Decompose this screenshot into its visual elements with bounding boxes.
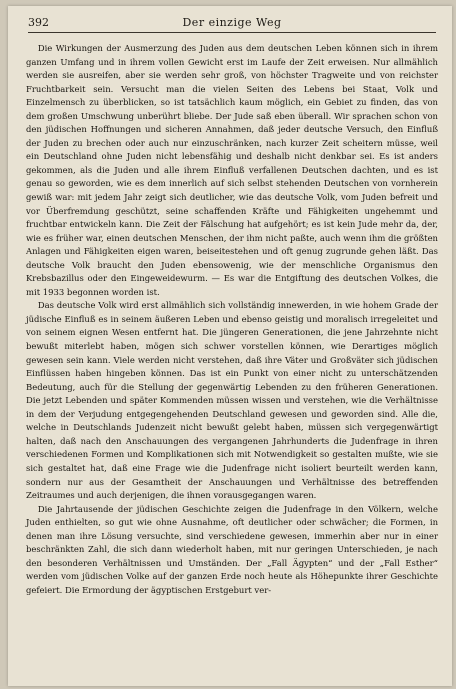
page-header [28, 16, 436, 33]
paragraph-3: Die Jahrtausende der jüdischen Geschichte zeigen die Judenfrage in den Völkern, welche Juden enthielten, so gut wie ohne Ausnahme, oft deutlicher oder schwächer; die Formen, in denen man ihre Lösung versuchte, sind verschiedene gewesen, immerhin aber nur in einer beschränkten Zahl, die sich dann wiederholt haben, mit nur geringen Unterschieden, je nach den besonderen Verhältnissen und Umständen. Der „Fall Ägypten“ und der „Fall Esther“ werden vom jüdischen Volke auf der ganzen Erde noch heute als Höhepunkte ihrer Geschichte gefeiert. Die Ermordung der ägyptischen Erstgeburt ver- [26, 503, 438, 595]
running-title: Der einzige Weg [182, 16, 282, 29]
book-page [8, 6, 452, 686]
paragraph-2: Das deutsche Volk wird erst allmählich sich vollständig innewerden, in wie hohem Grade der jüdische Einfluß es in seinem äußeren Leben und ebenso geistig und moralisch irregeleitet und von seinem eignen Wesen entfernt hat. Die jüngeren Generationen, die jene Jahrzehnte nicht bewußt miterlebt haben, mögen sich schwer vorstellen können, wie Derartiges möglich gewesen sein kann. Viele werden nicht verstehen, daß ihre Väter und Großväter sich jüdischen Einflüssen haben hingeben können. Das ist ein Punkt von einer nicht zu unterschätzenden Bedeutung, auch für die Stellung der gegenwärtig Lebenden zu den früheren Generationen. Die jetzt Lebenden und später Kommenden müssen wissen und verstehen, wie die Verhältnisse in dem der Verjudung entgegengehenden Deutschland gewesen und geworden sind. Alle die, welche in Deutschlands Judenzeit nicht bewußt gelebt haben, müssen sich vergegenwärtigt halten, daß nach den Anschauungen des vergangenen Jahrhunderts die Judenfrage in ihren verschiedenen Formen und Komplikationen sich mit Notwendigkeit so gestalten mußte, wie sie sich gestaltet hat, daß eine Frage wie die Judenfrage nicht isoliert beurteilt werden kann, sondern nur aus der Gesamtheit der Anschauungen und Verhältnisse des betreffenden Zeitraumes und auch derjenigen, die ihnen vorausgegangen waren. [26, 300, 438, 501]
page-number: 392 [28, 16, 49, 29]
paragraph-1: Die Wirkungen der Ausmerzung des Juden aus dem deutschen Leben können sich in ihrem ganzen Umfang und in ihrem vollen Gewicht erst im Laufe der Zeit erweisen. Nur allmählich werden sie ausreifen, aber sie werden sehr groß, von höchster Tragweite und von reichster Fruchtbarkeit sein. Versucht man die vielen Seiten des Lebens bei Staat, Volk und Einzelmensch zu überblicken, so ist tatsächlich kaum möglich, ein Gebiet zu finden, das von dem großen Umschwung unberührt bliebe. Der Jude saß eben überall. Wir sprachen schon von den jüdischen Hoffnungen und sicheren Annahmen, daß jeder deutsche Versuch, den Einfluß der Juden zu brechen oder auch nur einzuschränken, nach kurzer Zeit scheitern müsse, weil ein Deutschland ohne Juden nicht lebensfähig und deshalb nicht denkbar sei. Es ist anders gekommen, als die Juden und alle ihrem Einfluß verfallenen Deutschen dachten, und es ist genau so geworden, wie es dem innerlich auf sich selbst stehenden Deutschen von vornherein gewiß war: mit jedem Jahr zeigt sich deutlicher, wie das deutsche Volk, vom Juden befreit und vor Überfremdung geschützt, seine schaffenden Kräfte und Fähigkeiten ungehemmt und fruchtbar entwickeln kann. Die Zeit der Fälschung hat aufgehört; es ist kein Jude mehr da, der, wie es früher war, einen deutschen Menschen, der ihm nicht paßte, auch wenn ihm die größten Anlagen und Fähigkeiten eigen waren, beiseitestehen und oft genug zugrunde gehen läßt. Das deutsche Volk braucht den Juden ebensowenig, wie der menschliche Organismus den Krebsbazillus oder den Eingeweidewurm. — Es war die Entgiftung des deutschen Volkes, die mit 1933 begonnen worden ist. [26, 43, 438, 297]
body-text [26, 42, 438, 597]
